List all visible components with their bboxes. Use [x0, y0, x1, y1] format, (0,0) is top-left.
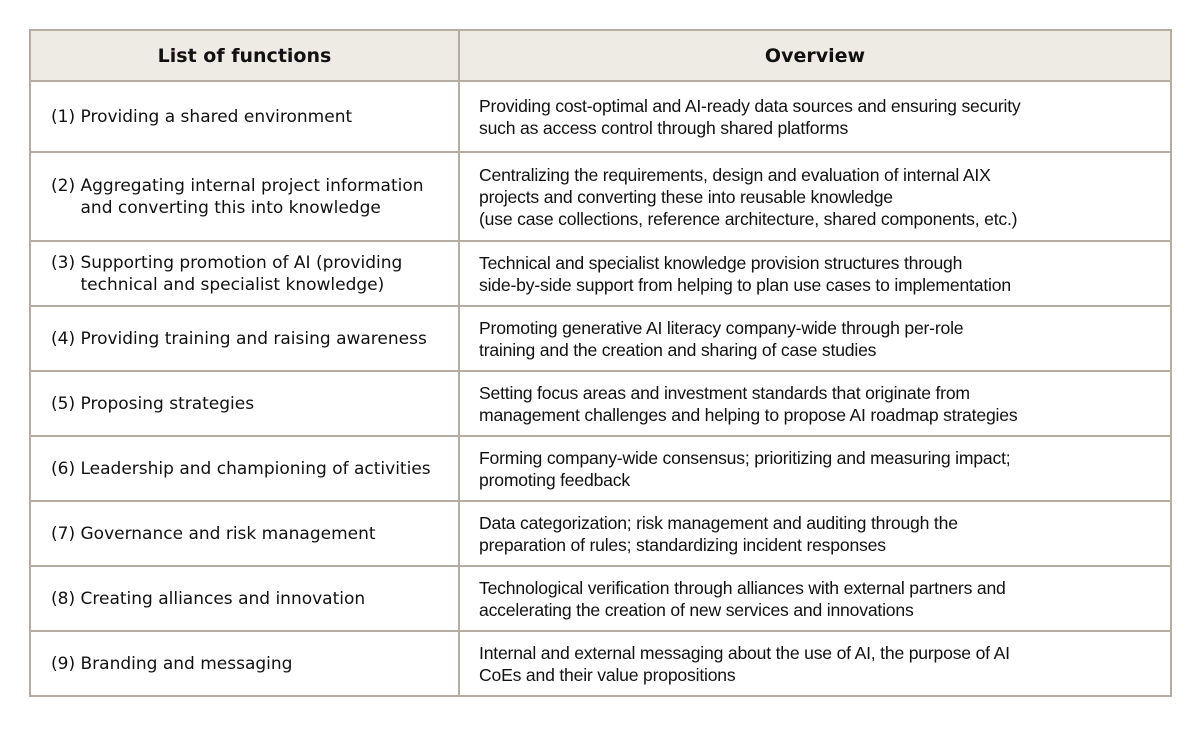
overview-text-line: side-by-side support from helping to plan use cases to implementation [479, 274, 1011, 295]
overview-text-line: Promoting generative AI literacy company-wide through per-role [479, 317, 964, 338]
overview-text-line: Data categorization; risk management and auditing through the [479, 512, 958, 533]
overview-text-line: Internal and external messaging about the use of AI, the purpose of AI [479, 642, 1010, 663]
table-row [30, 566, 1171, 631]
function-label: Creating alliances and innovation [80, 588, 366, 609]
overview-text-line: accelerating the creation of new services and innovations [479, 599, 914, 620]
function-number: (2) [51, 175, 76, 196]
function-item [51, 252, 448, 296]
function-item [51, 393, 448, 415]
overview-cell [459, 152, 1171, 241]
overview-cell [459, 566, 1171, 631]
overview-cell [459, 371, 1171, 436]
function-cell [30, 152, 459, 241]
overview-text-line: such as access control through shared platforms [479, 117, 849, 138]
function-number: (3) [51, 252, 76, 273]
function-label: Proposing strategies [80, 393, 255, 414]
overview-text-line: promoting feedback [479, 469, 630, 490]
function-label: Providing a shared environment [80, 106, 353, 127]
overview-cell [459, 241, 1171, 306]
overview-text-line: management challenges and helping to propose AI roadmap strategies [479, 404, 1018, 425]
overview-cell [459, 631, 1171, 696]
function-cell [30, 501, 459, 566]
function-item [51, 588, 448, 610]
overview-cell [459, 306, 1171, 371]
functions-table [29, 29, 1172, 697]
function-label: Governance and risk management [80, 523, 376, 544]
table-row [30, 436, 1171, 501]
table-row [30, 81, 1171, 152]
overview-text-line: Forming company-wide consensus; prioritizing and measuring impact; [479, 447, 1011, 468]
overview-text-line: preparation of rules; standardizing incident responses [479, 534, 886, 555]
overview-text-line: Providing cost-optimal and AI-ready data sources and ensuring security [479, 95, 1021, 116]
function-number: (9) [51, 653, 76, 674]
overview-text-line: Centralizing the requirements, design and evaluation of internal AIX [479, 164, 991, 185]
function-number: (4) [51, 328, 76, 349]
function-item [51, 106, 448, 128]
function-cell [30, 566, 459, 631]
overview-cell [459, 81, 1171, 152]
function-cell [30, 241, 459, 306]
column-header-functions: List of functions [30, 30, 459, 81]
function-cell [30, 81, 459, 152]
function-label: Aggregating internal project information and converting this into knowledge [80, 175, 424, 218]
table-row [30, 631, 1171, 696]
table-row [30, 306, 1171, 371]
function-label: Providing training and raising awareness [80, 328, 427, 349]
table-row [30, 371, 1171, 436]
table-row [30, 501, 1171, 566]
function-number: (6) [51, 458, 76, 479]
overview-text-line: Technical and specialist knowledge provision structures through [479, 252, 963, 273]
function-number: (5) [51, 393, 76, 414]
overview-text-line: CoEs and their value propositions [479, 664, 736, 685]
function-cell [30, 631, 459, 696]
function-label: Leadership and championing of activities [80, 458, 431, 479]
function-cell [30, 436, 459, 501]
table-row [30, 152, 1171, 241]
function-label: Supporting promotion of AI (providing technical and specialist knowledge) [80, 252, 403, 295]
function-item [51, 523, 448, 545]
function-cell [30, 306, 459, 371]
overview-text-line: Setting focus areas and investment standards that originate from [479, 382, 970, 403]
function-number: (1) [51, 106, 76, 127]
function-item [51, 328, 448, 350]
overview-text-line: projects and converting these into reusable knowledge [479, 186, 893, 207]
function-number: (8) [51, 588, 76, 609]
overview-text-line: (use case collections, reference architecture, shared components, etc.) [479, 208, 1018, 229]
function-item [51, 458, 448, 480]
function-item [51, 175, 448, 219]
overview-cell [459, 436, 1171, 501]
column-header-overview: Overview [459, 30, 1171, 81]
table-body [30, 81, 1171, 696]
function-cell [30, 371, 459, 436]
table-row [30, 241, 1171, 306]
function-number: (7) [51, 523, 76, 544]
overview-text-line: training and the creation and sharing of case studies [479, 339, 877, 360]
function-item [51, 653, 448, 675]
overview-text-line: Technological verification through alliances with external partners and [479, 577, 1006, 598]
table-header-row [30, 30, 1171, 81]
overview-cell [459, 501, 1171, 566]
function-label: Branding and messaging [80, 653, 293, 674]
